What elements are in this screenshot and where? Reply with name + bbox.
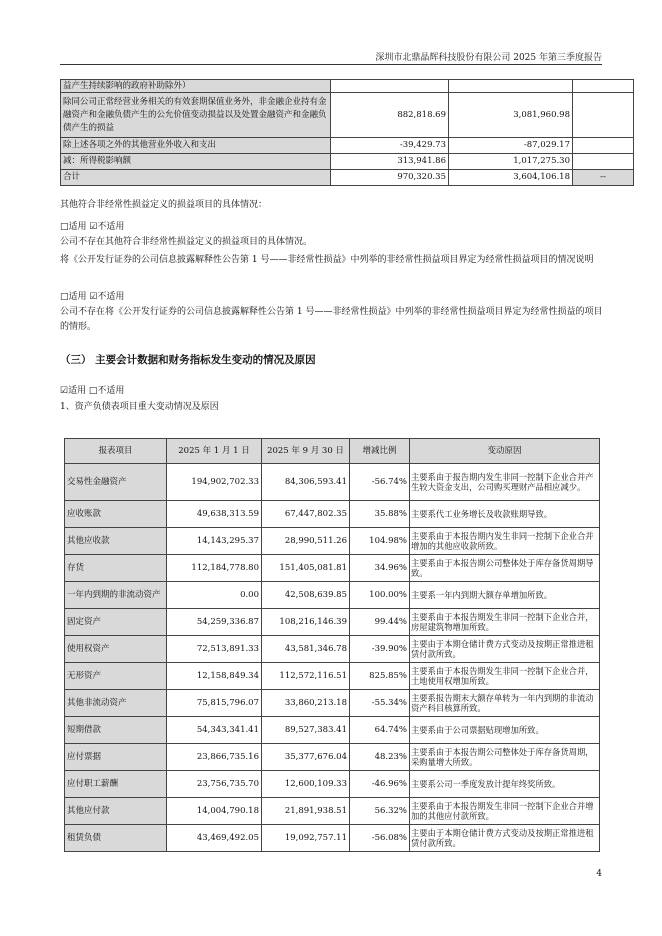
reason-cell: 主要系由于报告期内发生非同一控制下企业合并产生较大资金支出，公司购买理财产品相应减少。 bbox=[410, 464, 600, 501]
start-value-cell: 12,158,849.34 bbox=[167, 663, 262, 690]
item-cell: 其他非流动资产 bbox=[65, 690, 167, 717]
table-row bbox=[65, 825, 600, 852]
end-value-cell: 67,447,802.35 bbox=[262, 501, 350, 528]
change-pct-cell: 825.85% bbox=[350, 663, 410, 690]
table-row bbox=[65, 690, 600, 717]
column-header: 2025 年 9 月 30 日 bbox=[262, 439, 350, 464]
table-row bbox=[65, 528, 600, 555]
item-cell: 合计 bbox=[61, 170, 331, 186]
change-pct-cell: 34.96% bbox=[350, 555, 410, 582]
start-value-cell: 112,184,778.80 bbox=[167, 555, 262, 582]
table-row bbox=[65, 582, 600, 609]
value-cell: -87,029.17 bbox=[449, 138, 573, 154]
end-value-cell: 108,216,146.39 bbox=[262, 609, 350, 636]
start-value-cell: 75,815,796.07 bbox=[167, 690, 262, 717]
item-cell: 存货 bbox=[65, 555, 167, 582]
item-cell: 应付职工薪酬 bbox=[65, 771, 167, 798]
item-cell: 无形资产 bbox=[65, 663, 167, 690]
table-row bbox=[65, 636, 600, 663]
end-value-cell: 21,891,938.51 bbox=[262, 798, 350, 825]
reason-cell: 主要系由于本报告期内发生非同一控制下企业合并增加的其他应收款所致。 bbox=[410, 528, 600, 555]
item-cell: 除同公司正常经营业务相关的有效套期保值业务外，非金融企业持有金融资产和金融负债产生的公允价值变动损益以及处置金融资产和金融负债产生的损益 bbox=[61, 93, 331, 138]
reason-cell: 主要系由于本报告期发生非同一控制下企业合并，土地使用权增加所致。 bbox=[410, 663, 600, 690]
start-value-cell: 23,866,735.16 bbox=[167, 744, 262, 771]
value-cell bbox=[449, 80, 573, 93]
section-heading: （三） 主要会计数据和财务指标发生变动的情况及原因 bbox=[60, 354, 316, 366]
item-cell: 应收账款 bbox=[65, 501, 167, 528]
table-row bbox=[61, 154, 634, 170]
item-cell: 除上述各项之外的其他营业外收入和支出 bbox=[61, 138, 331, 154]
applicability-check-1: □适用 ☑不适用 bbox=[60, 222, 125, 232]
change-pct-cell: -56.74% bbox=[350, 464, 410, 501]
reason-cell: 主要系由于公司票据贴现增加所致。 bbox=[410, 717, 600, 744]
applicability-check-3: ☑适用 □不适用 bbox=[60, 386, 125, 396]
change-pct-cell: 48.23% bbox=[350, 744, 410, 771]
change-pct-cell: -39.90% bbox=[350, 636, 410, 663]
end-value-cell: 19,092,757.11 bbox=[262, 825, 350, 852]
end-value-cell: 84,306,593.41 bbox=[262, 464, 350, 501]
table-row bbox=[65, 501, 600, 528]
table-row bbox=[65, 771, 600, 798]
item-cell: 一年内到期的非流动资产 bbox=[65, 582, 167, 609]
table-row bbox=[65, 717, 600, 744]
table-row bbox=[65, 798, 600, 825]
table-header-row bbox=[65, 439, 600, 464]
change-pct-cell: 100.00% bbox=[350, 582, 410, 609]
table-row bbox=[61, 93, 634, 138]
value-cell: 313,941.86 bbox=[331, 154, 449, 170]
end-value-cell: 112,572,116.51 bbox=[262, 663, 350, 690]
reason-cell: 主要系由于本报告期公司整体处于库存备货周期导致。 bbox=[410, 555, 600, 582]
table-row bbox=[65, 744, 600, 771]
reason-cell: 主要由于本期仓储计费方式变动及按期正常推进租赁付款所致。 bbox=[410, 825, 600, 852]
start-value-cell: 23,756,735.70 bbox=[167, 771, 262, 798]
table-row bbox=[65, 555, 600, 582]
end-value-cell: 33,860,213.18 bbox=[262, 690, 350, 717]
reclassification-intro: 将《公开发行证券的公司信息披露解释性公告第 1 号——非经常性损益》中列举的非经常性损益项目界定为经常性损益项目的情况说明 bbox=[60, 255, 594, 265]
page-number: 4 bbox=[596, 869, 602, 879]
reason-cell: 主要系报告期末大额存单转为一年内到期的非流动资产科目核算所致。 bbox=[410, 690, 600, 717]
note-cell bbox=[573, 80, 634, 93]
item-cell: 固定资产 bbox=[65, 609, 167, 636]
other-items-intro: 其他符合非经常性损益定义的损益项目的具体情况： bbox=[60, 200, 268, 210]
item-cell: 益产生持续影响的政府补助除外） bbox=[61, 80, 331, 93]
start-value-cell: 43,469,492.05 bbox=[167, 825, 262, 852]
start-value-cell: 14,004,790.18 bbox=[167, 798, 262, 825]
reason-cell: 主要系由于本报告期发生非同一控制下企业合并增加的其他应付款所致。 bbox=[410, 798, 600, 825]
reason-cell: 主要系公司一季度发放计提年终奖所致。 bbox=[410, 771, 600, 798]
end-value-cell: 43,581,346.78 bbox=[262, 636, 350, 663]
start-value-cell: 54,343,341.41 bbox=[167, 717, 262, 744]
change-pct-cell: -46.96% bbox=[350, 771, 410, 798]
start-value-cell: 49,638,313.59 bbox=[167, 501, 262, 528]
value-cell bbox=[331, 80, 449, 93]
note-cell bbox=[573, 154, 634, 170]
table-row bbox=[65, 464, 600, 501]
end-value-cell: 151,405,081.81 bbox=[262, 555, 350, 582]
start-value-cell: 0.00 bbox=[167, 582, 262, 609]
change-pct-cell: 35.88% bbox=[350, 501, 410, 528]
start-value-cell: 194,902,702.33 bbox=[167, 464, 262, 501]
start-value-cell: 72,513,891.33 bbox=[167, 636, 262, 663]
note-cell bbox=[573, 138, 634, 154]
item-cell: 使用权资产 bbox=[65, 636, 167, 663]
value-cell: -39,429.73 bbox=[331, 138, 449, 154]
end-value-cell: 28,990,511.26 bbox=[262, 528, 350, 555]
change-pct-cell: -55.34% bbox=[350, 690, 410, 717]
applicability-check-2: □适用 ☑不适用 bbox=[60, 292, 125, 302]
note-cell bbox=[573, 93, 634, 138]
value-cell: 882,818.69 bbox=[331, 93, 449, 138]
reason-cell: 主要系由于本报告期公司整体处于库存备货周期，采购量增大所致。 bbox=[410, 744, 600, 771]
end-value-cell: 89,527,383.41 bbox=[262, 717, 350, 744]
value-cell: 3,604,106.18 bbox=[449, 170, 573, 186]
value-cell: 970,320.35 bbox=[331, 170, 449, 186]
reclassification-statement: 公司不存在将《公开发行证券的公司信息披露解释性公告第 1 号——非经常性损益》中列举的非经常性损益项目界定为经常性损益的项目的情形。 bbox=[60, 307, 603, 332]
change-pct-cell: 56.32% bbox=[350, 798, 410, 825]
end-value-cell: 42,508,639.85 bbox=[262, 582, 350, 609]
column-header: 2025 年 1 月 1 日 bbox=[167, 439, 262, 464]
item-cell: 租赁负债 bbox=[65, 825, 167, 852]
column-header: 变动原因 bbox=[410, 439, 600, 464]
page-header: 深圳市北鼎晶辉科技股份有限公司 2025 年第三季度报告 bbox=[375, 53, 602, 63]
item-cell: 减：所得税影响额 bbox=[61, 154, 331, 170]
change-pct-cell: 104.98% bbox=[350, 528, 410, 555]
reason-cell: 主要系代工业务增长及收款账期导致。 bbox=[410, 501, 600, 528]
change-pct-cell: 64.74% bbox=[350, 717, 410, 744]
non-recurring-gains-table bbox=[60, 79, 634, 186]
item-cell: 其他应付款 bbox=[65, 798, 167, 825]
end-value-cell: 12,600,109.33 bbox=[262, 771, 350, 798]
column-header: 增减比例 bbox=[350, 439, 410, 464]
column-header: 报表项目 bbox=[65, 439, 167, 464]
other-items-statement: 公司不存在其他符合非经常性损益定义的损益项目的具体情况。 bbox=[60, 237, 313, 247]
reason-cell: 主要系由于本报告期发生非同一控制下企业合并，房屋建筑物增加所致。 bbox=[410, 609, 600, 636]
item-cell: 短期借款 bbox=[65, 717, 167, 744]
table-row bbox=[65, 663, 600, 690]
start-value-cell: 54,259,336.87 bbox=[167, 609, 262, 636]
item-cell: 交易性金融资产 bbox=[65, 464, 167, 501]
subsection-title: 1、资产负债表项目重大变动情况及原因 bbox=[60, 402, 219, 412]
value-cell: 1,017,275.30 bbox=[449, 154, 573, 170]
table-row bbox=[61, 170, 634, 186]
change-pct-cell: -56.08% bbox=[350, 825, 410, 852]
change-pct-cell: 99.44% bbox=[350, 609, 410, 636]
value-cell: 3,081,960.98 bbox=[449, 93, 573, 138]
balance-sheet-changes-table bbox=[64, 438, 600, 852]
note-cell: -- bbox=[573, 170, 634, 186]
reason-cell: 主要系一年内到期大额存单增加所致。 bbox=[410, 582, 600, 609]
table-row bbox=[61, 80, 634, 93]
table-row bbox=[65, 609, 600, 636]
start-value-cell: 14,143,295.37 bbox=[167, 528, 262, 555]
end-value-cell: 35,377,676.04 bbox=[262, 744, 350, 771]
reason-cell: 主要由于本期仓储计费方式变动及按期正常推进租赁付款所致。 bbox=[410, 636, 600, 663]
header-divider bbox=[60, 64, 602, 65]
table-row bbox=[61, 138, 634, 154]
item-cell: 应付票据 bbox=[65, 744, 167, 771]
item-cell: 其他应收款 bbox=[65, 528, 167, 555]
